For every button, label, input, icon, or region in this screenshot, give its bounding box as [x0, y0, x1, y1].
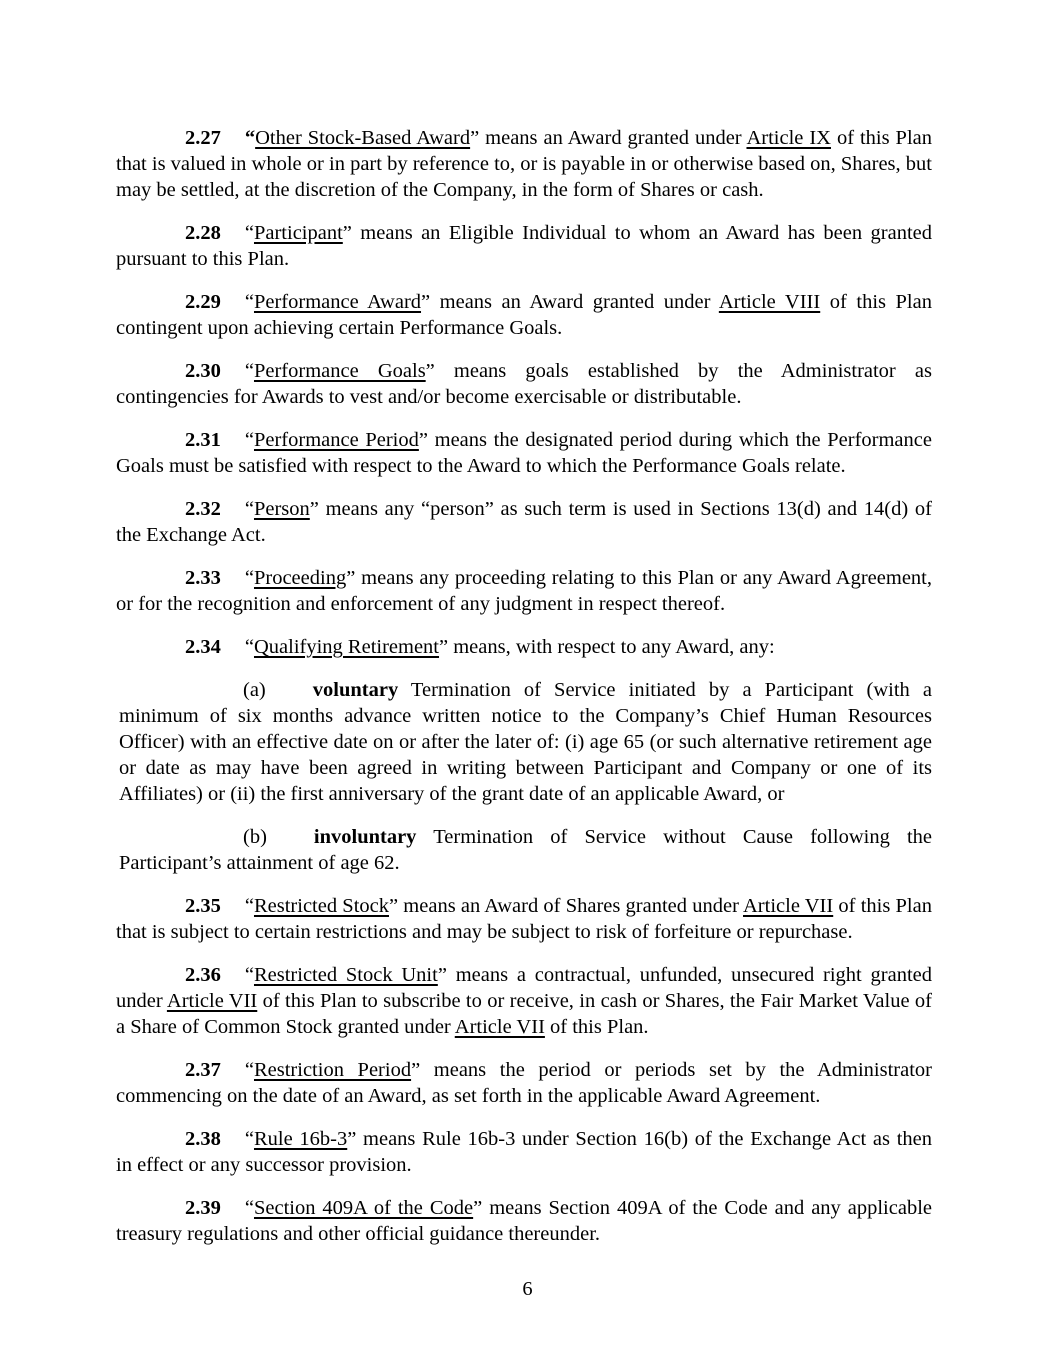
- text-run: “: [244, 895, 254, 917]
- defined-term: Restricted Stock: [253, 895, 389, 917]
- defined-term: Performance Period: [253, 429, 419, 451]
- tab-spacer: [221, 980, 245, 981]
- tab-spacer: [267, 842, 314, 843]
- text-run: “: [244, 1197, 254, 1219]
- defined-term: Article VII: [166, 990, 258, 1012]
- defined-term: Article VII: [454, 1016, 545, 1038]
- text-run: ” means, with respect to any Award, any:: [439, 636, 775, 658]
- paragraph-number: 2.29: [185, 291, 221, 313]
- tab-spacer: [221, 514, 245, 515]
- tab-spacer: [266, 695, 313, 696]
- defined-term: Rule 16b-3: [253, 1128, 348, 1150]
- defined-term: Article VII: [743, 895, 834, 917]
- tab-spacer: [221, 143, 245, 144]
- section-paragraph-233: [116, 565, 932, 617]
- page-number: 6: [522, 1278, 533, 1300]
- text-run: of this Plan contingent upon achieving certain Performance Goals.: [116, 291, 932, 339]
- text-run: ” means goals established by the Administrator as contingencies for Awards to vest and/or become exercisable or distributable.: [116, 360, 932, 408]
- text-run: voluntary: [312, 679, 399, 701]
- defined-term: Article VIII: [718, 291, 821, 313]
- tab-spacer: [221, 376, 245, 377]
- text-run: ” means a contractual, unfunded, unsecured right granted under: [116, 964, 932, 1012]
- paragraph-number: 2.31: [185, 429, 221, 451]
- defined-term: Proceeding: [253, 567, 347, 589]
- sub-paragraph-a: [119, 677, 932, 807]
- section-paragraph-239: [116, 1195, 932, 1247]
- document-body: [116, 125, 932, 1264]
- text-run: ” means an Award granted under: [470, 127, 747, 149]
- tab-spacer: [221, 1144, 245, 1145]
- text-run: of this Plan to subscribe to or receive, in cash or Shares, the Fair Market Value of a Share of Common Stock granted under: [116, 990, 932, 1038]
- defined-term: Article IX: [746, 127, 831, 149]
- text-run: “: [244, 291, 254, 313]
- paragraph-number: (b): [243, 826, 267, 848]
- section-paragraph-235: [116, 893, 932, 945]
- text-run: Termination of Service initiated by a Participant (with a minimum of six months advance written notice to the Company’s Chief Human Resources Officer) with an effective date on or after the later of: (i) age 65 (or such alternative retirement age or date as may have been agreed in writing between Participant and Company or one of its Affiliates) or (ii) the first anniversary of the grant date of an applicable Award, or: [119, 679, 932, 805]
- paragraph-number: 2.30: [185, 360, 221, 382]
- text-run: “: [244, 498, 254, 520]
- section-paragraph-230: [116, 358, 932, 410]
- section-paragraph-231: [116, 427, 932, 479]
- text-run: ” means an Award of Shares granted under: [389, 895, 743, 917]
- text-run: ” means Section 409A of the Code and any applicable treasury regulations and other official guidance thereunder.: [116, 1197, 932, 1245]
- section-paragraph-229: [116, 289, 932, 341]
- text-run: “: [244, 360, 254, 382]
- tab-spacer: [221, 911, 245, 912]
- text-run: “: [244, 1128, 254, 1150]
- text-run: of this Plan that is valued in whole or in part by reference to, or is payable in or otherwise based on, Shares, but may be settled, at the discretion of the Company, in the form of Shares or cash.: [116, 127, 932, 201]
- section-paragraph-227: [116, 125, 932, 203]
- text-run: ” means an Eligible Individual to whom an Award has been granted pursuant to this Plan.: [116, 222, 932, 270]
- text-run: of this Plan that is subject to certain restrictions and may be subject to risk of forfeiture or repurchase.: [116, 895, 932, 943]
- paragraph-number: 2.36: [185, 964, 221, 986]
- text-run: “: [244, 429, 254, 451]
- text-run: “: [244, 964, 254, 986]
- defined-term: Participant: [253, 222, 343, 244]
- paragraph-number: (a): [243, 679, 266, 701]
- paragraph-number: 2.34: [185, 636, 221, 658]
- section-paragraph-232: [116, 496, 932, 548]
- section-paragraph-228: [116, 220, 932, 272]
- text-run: ” means any “person” as such term is used in Sections 13(d) and 14(d) of the Exchange Act.: [116, 498, 932, 546]
- paragraph-number: 2.33: [185, 567, 221, 589]
- paragraph-number: 2.37: [185, 1059, 221, 1081]
- paragraph-number: 2.39: [185, 1197, 221, 1219]
- tab-spacer: [221, 445, 245, 446]
- text-run: “: [244, 636, 254, 658]
- tab-spacer: [221, 652, 245, 653]
- tab-spacer: [221, 1213, 245, 1214]
- sub-paragraph-b: [119, 824, 932, 876]
- text-run: of this Plan.: [544, 1016, 649, 1038]
- text-run: Termination of Service without Cause following the Participant’s attainment of age 62.: [119, 826, 932, 874]
- text-run: “: [244, 567, 254, 589]
- tab-spacer: [221, 238, 245, 239]
- defined-term: Person: [253, 498, 310, 520]
- defined-term: Performance Award: [253, 291, 422, 313]
- text-run: “: [244, 1059, 254, 1081]
- section-paragraph-234: [116, 634, 932, 660]
- defined-term: Performance Goals: [253, 360, 426, 382]
- paragraph-number: 2.35: [185, 895, 221, 917]
- page-footer: [0, 1276, 1055, 1302]
- paragraph-number: 2.32: [185, 498, 221, 520]
- text-run: ” means an Award granted under: [421, 291, 719, 313]
- text-run: ” means the period or periods set by the Administrator commencing on the date of an Award, as set forth in the applicable Award Agreement.: [116, 1059, 933, 1107]
- tab-spacer: [221, 307, 245, 308]
- paragraph-number: 2.28: [185, 222, 221, 244]
- tab-spacer: [221, 1075, 245, 1076]
- text-run: ” means the designated period during which the Performance Goals must be satisfied with respect to the Award to which the Performance Goals relate.: [116, 429, 932, 477]
- text-run: ” means Rule 16b-3 under Section 16(b) of the Exchange Act as then in effect or any successor provision.: [116, 1128, 932, 1176]
- section-paragraph-237: [116, 1057, 932, 1109]
- section-paragraph-238: [116, 1126, 932, 1178]
- defined-term: Restriction Period: [253, 1059, 412, 1081]
- paragraph-number: 2.38: [185, 1128, 221, 1150]
- defined-term: Section 409A of the Code: [253, 1197, 474, 1219]
- section-paragraph-236: [116, 962, 932, 1040]
- text-run: “: [244, 127, 256, 149]
- text-run: ” means any proceeding relating to this Plan or any Award Agreement, or for the recognition and enforcement of any judgment in respect thereof.: [116, 567, 932, 615]
- defined-term: Qualifying Retirement: [253, 636, 440, 658]
- defined-term: Restricted Stock Unit: [253, 964, 438, 986]
- text-run: involuntary: [313, 826, 417, 848]
- defined-term: Other Stock-Based Award: [255, 127, 471, 149]
- text-run: “: [244, 222, 254, 244]
- tab-spacer: [221, 583, 245, 584]
- paragraph-number: 2.27: [185, 127, 221, 149]
